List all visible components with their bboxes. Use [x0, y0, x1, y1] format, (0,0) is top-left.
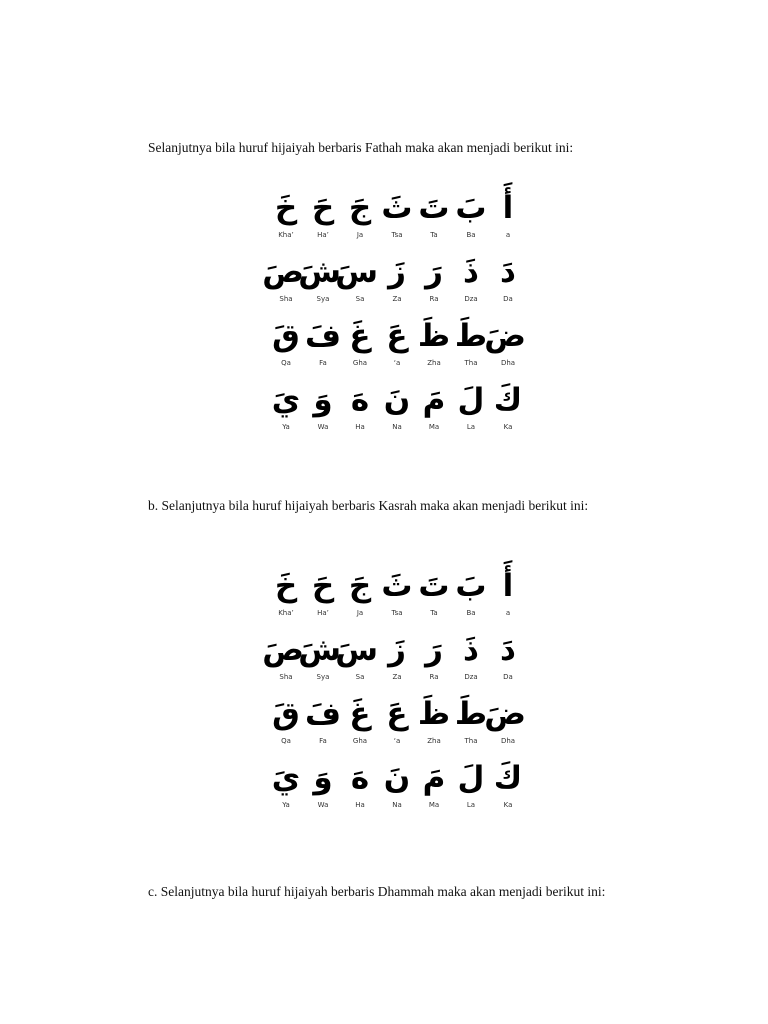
- arabic-letter: زَ: [388, 254, 406, 290]
- arabic-letter: قَ: [272, 696, 300, 732]
- letter-row: [268, 374, 536, 438]
- letter-transliteration: Kha’: [278, 609, 294, 617]
- arabic-letter: جَ: [348, 190, 372, 226]
- hijaiyah-kasrah-chart: [262, 560, 536, 816]
- letter-transliteration: Gha: [352, 359, 368, 367]
- letter-transliteration: Na: [392, 801, 402, 809]
- paragraph-dhammah: c. Selanjutnya bila huruf hijaiyah berbaris Dhammah maka akan menjadi berikut ini:: [148, 884, 606, 899]
- arabic-letter: أَ: [502, 568, 514, 604]
- letter-row: [268, 310, 536, 374]
- letter-cell: [379, 752, 415, 810]
- letter-transliteration: Sya: [316, 295, 330, 303]
- arabic-letter: جَ: [348, 568, 372, 604]
- letter-transliteration: Sya: [316, 673, 330, 681]
- letter-cell: [305, 182, 341, 240]
- letter-transliteration: Na: [392, 423, 402, 431]
- hijaiyah-fathah-chart: [262, 182, 536, 438]
- letter-transliteration: Ha: [355, 801, 365, 809]
- letter-cell: [453, 752, 489, 810]
- paragraph-kasrah: b. Selanjutnya bila huruf hijaiyah berbaris Kasrah maka akan menjadi berikut ini:: [148, 498, 589, 513]
- letter-cell: [335, 246, 378, 304]
- letter-cell: [490, 624, 526, 682]
- letter-cell: [453, 560, 489, 618]
- letter-transliteration: Ta: [430, 609, 438, 617]
- letter-transliteration: Ka: [503, 801, 513, 809]
- letter-cell: [268, 374, 304, 432]
- letter-transliteration: Qa: [281, 359, 291, 367]
- letter-row: [262, 624, 536, 688]
- arabic-letter: ظَ: [417, 318, 451, 354]
- letter-cell: [490, 752, 526, 810]
- arabic-letter: سَ: [335, 632, 378, 668]
- letter-cell: [490, 374, 526, 432]
- letter-transliteration: La: [466, 423, 476, 431]
- arabic-letter: كَ: [493, 760, 523, 796]
- arabic-letter: لَ: [457, 760, 485, 796]
- arabic-letter: صَ: [262, 632, 304, 668]
- letter-transliteration: Ja: [356, 231, 364, 239]
- letter-transliteration: Dha: [500, 737, 516, 745]
- letter-cell: [342, 310, 378, 368]
- letter-cell: [379, 560, 415, 618]
- arabic-letter: صَ: [262, 254, 304, 290]
- arabic-letter: دَ: [500, 254, 516, 290]
- arabic-letter: كَ: [493, 382, 523, 418]
- letter-cell: [453, 374, 489, 432]
- arabic-letter: طَ: [454, 318, 488, 354]
- letter-transliteration: Ya: [282, 801, 290, 809]
- letter-transliteration: Ha: [355, 423, 365, 431]
- letter-cell: [416, 560, 452, 618]
- letter-row: [268, 688, 536, 752]
- letter-cell: [490, 560, 526, 618]
- letter-cell: [268, 560, 304, 618]
- letter-cell: [342, 374, 378, 432]
- letter-cell: [484, 688, 526, 746]
- letter-cell: [305, 752, 341, 810]
- arabic-letter: هَ: [350, 760, 370, 796]
- letter-transliteration: Tsa: [391, 609, 403, 617]
- arabic-letter: وَ: [313, 382, 333, 418]
- letter-cell: [490, 246, 526, 304]
- arabic-letter: سَ: [335, 254, 378, 290]
- letter-transliteration: Ka: [503, 423, 513, 431]
- letter-transliteration: Tsa: [391, 231, 403, 239]
- arabic-letter: شَ: [298, 254, 341, 290]
- arabic-letter: لَ: [457, 382, 485, 418]
- letter-transliteration: La: [466, 801, 476, 809]
- letter-transliteration: a: [505, 609, 511, 617]
- arabic-letter: ثَ: [381, 190, 413, 226]
- arabic-letter: بَ: [455, 190, 487, 226]
- arabic-letter: ظَ: [417, 696, 451, 732]
- arabic-letter: هَ: [350, 382, 370, 418]
- arabic-letter: قَ: [272, 318, 300, 354]
- letter-transliteration: Ba: [466, 231, 476, 239]
- letter-cell: [416, 688, 452, 746]
- letter-cell: [268, 310, 304, 368]
- arabic-letter: رَ: [425, 254, 443, 290]
- arabic-letter: دَ: [500, 632, 516, 668]
- letter-cell: [335, 624, 378, 682]
- letter-transliteration: Sa: [355, 673, 365, 681]
- arabic-letter: خَ: [274, 190, 298, 226]
- arabic-letter: ثَ: [381, 568, 413, 604]
- letter-cell: [268, 752, 304, 810]
- letter-cell: [342, 688, 378, 746]
- arabic-letter: غَ: [349, 318, 371, 354]
- letter-row: [268, 560, 536, 624]
- arabic-letter: ذَ: [463, 632, 479, 668]
- letter-row: [268, 182, 536, 246]
- letter-cell: [379, 624, 415, 682]
- letter-cell: [379, 310, 415, 368]
- letter-cell: [379, 182, 415, 240]
- letter-transliteration: Sa: [355, 295, 365, 303]
- arabic-letter: أَ: [502, 190, 514, 226]
- arabic-letter: نَ: [383, 382, 411, 418]
- letter-cell: [453, 182, 489, 240]
- letter-transliteration: Za: [392, 673, 402, 681]
- letter-cell: [305, 688, 341, 746]
- letter-cell: [416, 752, 452, 810]
- letter-transliteration: Ra: [429, 295, 439, 303]
- letter-cell: [342, 560, 378, 618]
- letter-transliteration: ‘a: [393, 737, 401, 745]
- letter-transliteration: Ja: [356, 609, 364, 617]
- letter-transliteration: Ha’: [317, 231, 329, 239]
- letter-transliteration: Qa: [281, 737, 291, 745]
- letter-transliteration: Dha: [500, 359, 516, 367]
- letter-cell: [490, 182, 526, 240]
- letter-transliteration: Dza: [464, 295, 478, 303]
- letter-cell: [342, 752, 378, 810]
- arabic-letter: مَ: [422, 382, 446, 418]
- letter-cell: [379, 246, 415, 304]
- letter-transliteration: Ta: [430, 231, 438, 239]
- arabic-letter: فَ: [304, 318, 341, 354]
- letter-row: [262, 246, 536, 310]
- arabic-letter: ذَ: [463, 254, 479, 290]
- letter-cell: [416, 182, 452, 240]
- letter-transliteration: Sha: [279, 295, 293, 303]
- arabic-letter: خَ: [274, 568, 298, 604]
- letter-cell: [416, 246, 452, 304]
- arabic-letter: تَ: [418, 190, 450, 226]
- letter-cell: [453, 624, 489, 682]
- letter-cell: [305, 560, 341, 618]
- letter-transliteration: Ma: [428, 801, 440, 809]
- arabic-letter: نَ: [383, 760, 411, 796]
- arabic-letter: يَ: [271, 382, 301, 418]
- letter-transliteration: Gha: [352, 737, 368, 745]
- arabic-letter: عَ: [386, 318, 408, 354]
- letter-transliteration: Ya: [282, 423, 290, 431]
- letter-transliteration: Kha’: [278, 231, 294, 239]
- letter-transliteration: Tha: [464, 737, 478, 745]
- letter-cell: [416, 310, 452, 368]
- letter-transliteration: Zha: [427, 737, 441, 745]
- letter-cell: [484, 310, 526, 368]
- arabic-letter: زَ: [388, 632, 406, 668]
- letter-transliteration: Ba: [466, 609, 476, 617]
- letter-cell: [379, 688, 415, 746]
- letter-transliteration: Zha: [427, 359, 441, 367]
- letter-row: [268, 752, 536, 816]
- letter-transliteration: Za: [392, 295, 402, 303]
- letter-cell: [379, 374, 415, 432]
- letter-transliteration: Dza: [464, 673, 478, 681]
- letter-cell: [268, 182, 304, 240]
- letter-cell: [453, 246, 489, 304]
- paragraph-fathah: Selanjutnya bila huruf hijaiyah berbaris Fathah maka akan menjadi berikut ini:: [148, 140, 574, 155]
- letter-transliteration: Wa: [317, 423, 329, 431]
- arabic-letter: شَ: [298, 632, 341, 668]
- letter-transliteration: Da: [503, 295, 513, 303]
- arabic-letter: ضَ: [484, 696, 526, 732]
- letter-cell: [305, 310, 341, 368]
- arabic-letter: غَ: [349, 696, 371, 732]
- arabic-letter: حَ: [311, 190, 335, 226]
- arabic-letter: رَ: [425, 632, 443, 668]
- letter-transliteration: Sha: [279, 673, 293, 681]
- arabic-letter: ضَ: [484, 318, 526, 354]
- letter-cell: [416, 374, 452, 432]
- letter-transliteration: Ma: [428, 423, 440, 431]
- arabic-letter: يَ: [271, 760, 301, 796]
- letter-transliteration: Ha’: [317, 609, 329, 617]
- letter-transliteration: Fa: [319, 359, 327, 367]
- arabic-letter: حَ: [311, 568, 335, 604]
- letter-transliteration: a: [505, 231, 511, 239]
- letter-cell: [268, 688, 304, 746]
- arabic-letter: عَ: [386, 696, 408, 732]
- letter-transliteration: Tha: [464, 359, 478, 367]
- arabic-letter: فَ: [304, 696, 341, 732]
- letter-cell: [342, 182, 378, 240]
- letter-transliteration: Fa: [319, 737, 327, 745]
- arabic-letter: تَ: [418, 568, 450, 604]
- letter-transliteration: Wa: [317, 801, 329, 809]
- arabic-letter: طَ: [454, 696, 488, 732]
- arabic-letter: وَ: [313, 760, 333, 796]
- arabic-letter: مَ: [422, 760, 446, 796]
- arabic-letter: بَ: [455, 568, 487, 604]
- letter-cell: [305, 374, 341, 432]
- letter-transliteration: Da: [503, 673, 513, 681]
- letter-cell: [416, 624, 452, 682]
- letter-transliteration: Ra: [429, 673, 439, 681]
- letter-transliteration: ‘a: [393, 359, 401, 367]
